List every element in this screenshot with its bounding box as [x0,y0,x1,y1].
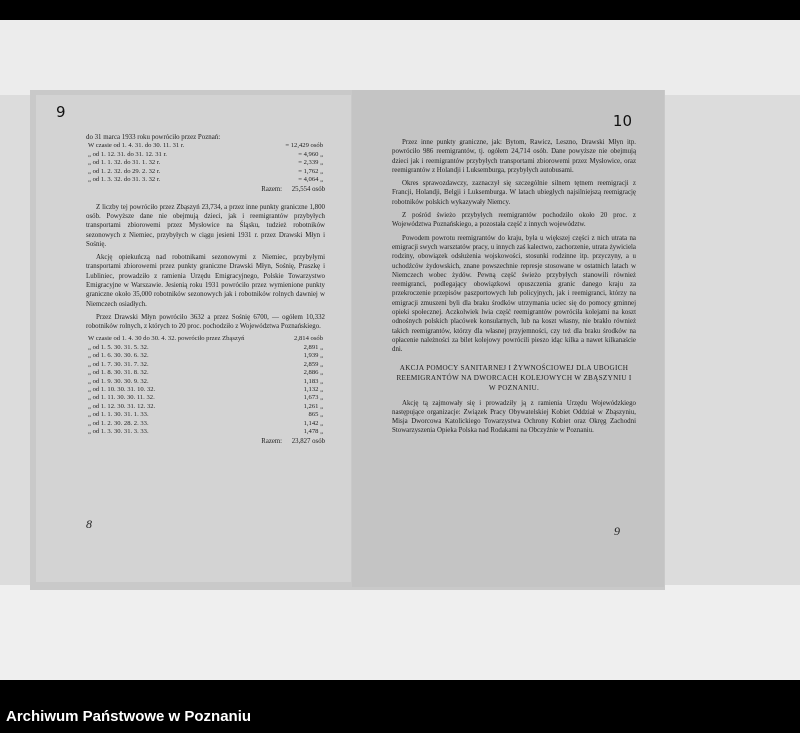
table-row [86,151,325,159]
left-paragraph-1: Z liczby tej powróciło przez Zbąszyń 23,734, a przez inne punkty graniczne 1,800 osób. Powyższe dane nie obejmują dzieci, jak i reemigrantów przybyłych transportami zbiorowemi przez Mysłowice na Śląsku, tudzież robotników sezonowych z Niemiec, przybyłych w ciągu jesieni 1931 r. przez Drawski Młyn i Sośnię. [86,203,325,248]
table1-total [86,185,325,194]
table-row-count: 2,814 osób [294,335,323,343]
table-row-period: „ od 1. 12. 31. do 31. 12. 31 r. [88,150,167,158]
table-row [86,335,325,343]
left-page [36,95,351,582]
right-corner-number: 10 [612,112,632,130]
table-row [86,428,325,436]
background-bottom [0,585,800,680]
right-page [352,90,664,587]
table-row-period: „ od 1. 12. 30. 31. 12. 32. [88,402,156,410]
table-row-period: „ od 1. 10. 30. 31. 10. 32. [88,385,156,393]
left-intro: do 31 marca 1933 roku powróciło przez Poznań: [86,134,221,141]
table-row [86,411,325,419]
table-row-count: 2,886 „ [303,369,323,377]
table-row-count: 1,939 „ [303,352,323,360]
table-row [86,378,325,386]
left-paragraph-2: Akcję opiekuńczą nad robotnikami sezonowymi z Niemiec, przybyłymi transportami zbiorowemi przez punkty graniczne Drawski Młyn, Sośnię, Praszkę i Lubliniec, prowadziło z ramienia Urzędu Emigracyjnego, Polskie Towarzystwo Emigracyjne w Warszawie. Jesienią roku 1931 powróciło przez wymienione punkty graniczne około 35,000 robotników sezonowych jak i robotników rolnych dawniej w Niemczech osiadłych. [86,254,325,308]
table-row-count: 865 „ [308,411,323,419]
table-row-period: „ od 1. 1. 32. do 31. 1. 32 r. [88,159,161,167]
section-heading: AKCJA POMOCY SANITARNEJ I ŻYWNOŚCIOWEJ DLA UBOGICH REEMIGRANTÓW NA DWORCACH KOLEJOWYCH W ZBĄSZYNIU I W POZNANIU. [396,363,632,392]
right-page-text [392,138,636,436]
left-corner-number: 9 [56,103,66,121]
table-row-count: = 4,960 „ [298,150,323,158]
table1-total-label: Razem: [261,186,283,194]
table-row-period: „ od 1. 2. 30. 28. 2. 33. [88,419,149,427]
returns-table-poznan [86,142,325,184]
table-row-count: = 2,339 „ [298,159,323,167]
table-row [86,344,325,352]
table2-total-value: 23,827 osób [291,438,325,446]
table-row-period: „ od 1. 5. 30. 31. 5. 32. [88,343,149,351]
table-row-period: „ od 1. 7. 30. 31. 7. 32. [88,360,149,368]
table-row [86,420,325,428]
right-paragraph-1: Przez inne punkty graniczne, jak: Bytom, Rawicz, Leszno, Drawski Młyn itp. powróciło 986 reemigrantów, tj. ogółem 24,714 osób. Dane powyższe nie obejmują dzieci jak i reemigrantów przybyłych transportami zbiorowemi przez Mysłowice, oraz reemigrantów z Holandji i Luksemburga, przybyłych autobusami. [392,139,636,174]
table-row-period: „ od 1. 2. 32. do 29. 2. 32 r. [88,167,161,175]
table-row-period: „ od 1. 3. 32. do 31. 3. 32 r. [88,175,161,183]
table-row [86,176,325,184]
table-row [86,403,325,411]
table-row-count: 1,183 „ [303,377,323,385]
table-row [86,361,325,369]
table-row-count: 2,891 „ [303,343,323,351]
right-paragraph-4: Powodem powrotu reemigrantów do kraju, była u większej części z nich utrata na emigracji swych warsztatów pracy, u innych zaś kalectwo, zachorzenie, utrata żywiciela rodziny, obowiązek odsłużenia wojskowości, stosunki rodzinne itp. przyczyny, a u uchodźców żydowskich, znane powszechnie represje stosowane w ostatnich latach w Niemczech wobec żydów. Pewną część świeżo przybyłych stanowili również reemigranci, podlegający obowiązkowi opuszczenia granic danego kraju za przekroczenie przepisów paszportowych lub policyjnych, jak i reemigranci, którzy na emigracji zmuszeni byli dla braku środków utrzymania uciec się do pomocy gminnej opieki społecznej. Aczkolwiek lwia część reemigrantów powróciła kolejami na koszt odnośnych polskich placówek konsularnych, lub na koszt własny, nie brakło również takich reemigrantów, którzy dla własnej przyjemności, czy też dla braku środków na opłacenie należności za bilet kolejowy powrócili pieszo idąc kilka a nawet kilkanaście dni. [392,234,636,354]
table-row-period: „ od 1. 6. 30. 30. 6. 32. [88,352,149,360]
right-paragraph-5: Akcję tą zajmowały się i prowadziły ją z ramienia Urzędu Wojewódzkiego następujące organizacje: Związek Pracy Obywatelskiej Kobiet Oddział w Zbąszyniu, Misja Dworcowa Katolickiego Towarzystwa Ochrony Kobiet oraz Okręg Zachodni Stowarzyszenia Opieka Polska nad Rodakami na Obczyźnie w Poznaniu. [392,399,636,435]
table-row [86,386,325,394]
table-row-period: „ od 1. 11. 30. 30. 11. 32. [88,394,155,402]
table-row-period: „ od 1. 3. 30. 31. 3. 33. [88,427,149,435]
table1-total-value: 25,554 osób [291,186,325,194]
table2-total-label: Razem: [261,438,283,446]
table-row-count: = 4,064 „ [298,175,323,183]
right-paragraph-3: Z pośród świeżo przybyłych reemigrantów pochodziło około 20 proc. z Województwa Poznańskiego, a pozostała część z innych województw. [392,212,636,229]
table-row-count: = 1,762 „ [298,167,323,175]
table-row [86,142,325,150]
table-row-period: W czasie od 1. 4. 30 do 30. 4. 32. powróciło przez Zbąszyń [88,335,245,343]
table-row [86,159,325,167]
table-row-count: 2,859 „ [303,360,323,368]
table2-total [86,437,325,446]
table-row-period: „ od 1. 9. 30. 30. 9. 32. [88,377,149,385]
left-page-text [86,133,325,447]
table-row-count: 1,132 „ [303,385,323,393]
table-row-count: 1,142 „ [303,419,323,427]
table-row-count: 1,261 „ [303,402,323,410]
table-row-period: W czasie od 1. 4. 31. do 30. 11. 31 r. [88,142,185,150]
returns-table-zbaszyn [86,335,325,436]
table-row [86,369,325,377]
table-row-period: „ od 1. 1. 30. 31. 1. 33. [88,411,149,419]
table-row-count: 1,673 „ [303,394,323,402]
table-row-period: „ od 1. 8. 30. 31. 8. 32. [88,369,149,377]
table-row-count: 1,478 „ [303,427,323,435]
left-page-number: 8 [86,517,92,531]
table-row [86,352,325,360]
table-row-count: = 12,429 osób [285,142,323,150]
archive-caption: Archiwum Państwowe w Poznaniu [6,708,252,725]
table-row [86,168,325,176]
right-paragraph-2: Okres sprawozdawczy, zaznaczył się szczególnie silnem tętnem reemigracji z Francji, Holandji, Belgji i Luksemburga. W latach ubiegłych najsilniejszą reemigrację robotników polskich wykazywały Niemcy. [392,180,636,206]
background-top [0,20,800,100]
left-paragraph-3: Przez Drawski Młyn powróciło 3632 a przez Sośnię 6700, — ogółem 10,332 robotników rolnych, z których to 20 proc. pochodziło z Województwa Poznańskiego. [86,313,325,331]
right-page-number: 9 [614,524,620,538]
table-row [86,394,325,402]
